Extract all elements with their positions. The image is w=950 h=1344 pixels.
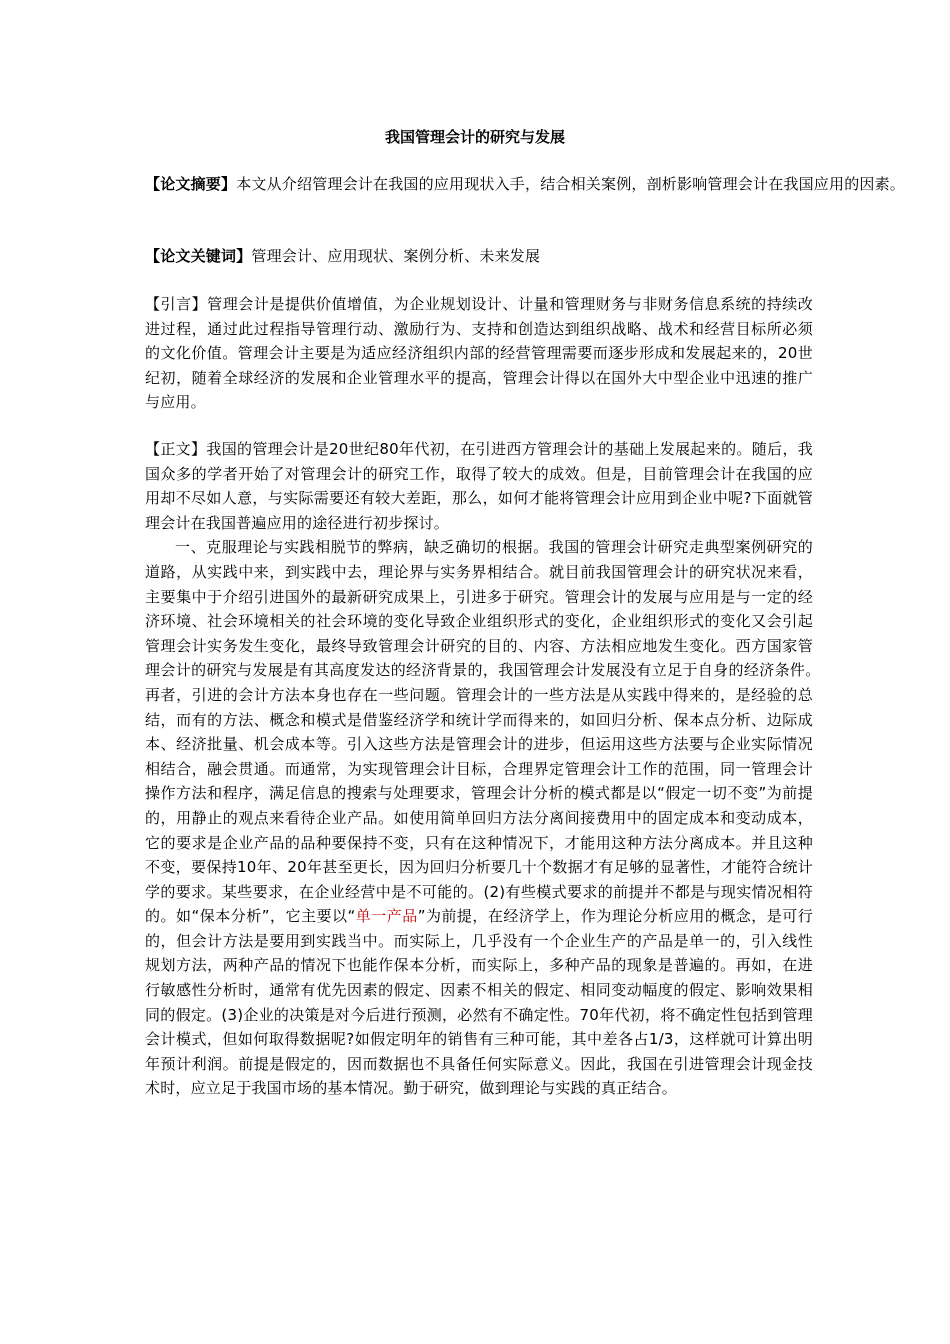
document-title: 我国管理会计的研究与发展 — [384, 128, 565, 146]
body-paragraph-1-text: 我国的管理会计是20世纪80年代初，在引进西方管理会计的基础上发展起来的。随后，我国众多的学者开始了对管理会计的研究工作，取得了较大的成效。但是，目前管理会计在我国的应用却不尽如人意，与实际需要还有较大差距，那么，如何才能将管理会计应用到企业中呢?下面就管理会计在我国普遍应用的途径进行初步探讨。 — [145, 440, 813, 532]
body-paragraph-1 — [145, 437, 813, 535]
abstract-label: 【论文摘要】 — [145, 175, 237, 193]
abstract-text: 本文从介绍管理会计在我国的应用现状入手，结合相关案例，剖析影响管理会计在我国应用的因素。 — [236, 175, 906, 193]
keywords-text: 管理会计、应用现状、案例分析、未来发展 — [251, 247, 541, 265]
body-paragraph-2-text-b: ”为前提，在经济学上，作为理论分析应用的概念，是可行的，但会计方法是要用到实践当中。而实际上，几乎没有一个企业生产的产品是单一的，引入线性规划方法，两种产品的情况下也能作保本分析，而实际上，多种产品的现象是普遍的。再如，在进行敏感性分析时，通常有优先因素的假定、因素不相关的假定、相同变动幅度的假定、影响效果相同的假定。(3)企业的决策是对今后进行预测，必然有不确定性。70年代初，将不确定性包括到管理会计模式，但如何取得数据呢?如假定明年的销售有三种可能，其中差各占1/3，这样就可计算出明年预计利润。前提是假定的，因而数据也不具备任何实际意义。因此，我国在引进管理会计现金技术时，应立足于我国市场的基本情况。勤于研究，做到理论与实践的真正结合。 — [145, 907, 813, 1098]
highlighted-term: 单一产品 — [355, 907, 418, 926]
body-section — [145, 437, 844, 1101]
intro-label: 【引言】 — [145, 295, 208, 313]
body-label: 【正文】 — [145, 440, 207, 458]
body-paragraph-2-text-a: 一、克服理论与实践相脱节的弊病，缺乏确切的根据。我国的管理会计研究走典型案例研究的道路，从实践中来，到实践中去，理论界与实务界相结合。就目前我国管理会计的研究状况来看，主要集中于介绍引进国外的最新研究成果上，引进多于研究。管理会计的发展与应用是与一定的经济环境、社会环境相关的社会环境的变化导致企业组织形式的变化，企业组织形式的变化又会引起管理会计实务发生变化，最终导致管理会计研究的目的、内容、方法相应地发生变化。西方国家管理会计的研究与发展是有其高度发达的经济背景的，我国管理会计发展没有立足于自身的经济条件。 再者，引进的会计方法本身也存在一些问题。管理会计的一些方法是从实践中得来的，是经验的总结，而有的方法、概念和模式是借鉴经济学和统计学而得来的，如回归分析、保本点分析、边际成本、经济批量、机会成本等。引入这些方法是管理会计的进步，但运用这些方法要与企业实际情况相结合，融会贯通。而通常，为实现管理会计目标，合理界定管理会计工作的范围，同一管理会计操作方法和程序，满足信息的搜索与处理要求，管理会计分析的模式都是以“假定一切不变”为前提的，用静止的观点来看待企业产品。如使用简单回归方法分离间接费用中的固定成本和变动成本，它的要求是企业产品的品种要保持不变，只有在这种情况下，才能用这种方法分离成本。并且这种不变，要保持10年、20年甚至更长，因为回归分析要几十个数据才有足够的显著性，才能符合统计学的要求。某些要求，在企业经营中是不可能的。(2)有些模式要求的前提并不都是与现实情况相符的。如“保本分析”，它主要以“ — [145, 538, 844, 926]
keywords-label: 【论文关键词】 — [145, 247, 252, 265]
body-paragraph-2 — [145, 535, 844, 1101]
intro-section — [145, 292, 813, 415]
intro-text: 管理会计是提供价值增值，为企业规划设计、计量和管理财务与非财务信息系统的持续改进过程，通过此过程指导管理行动、激励行为、支持和创造达到组织战略、战术和经营目标所必须的文化价值。管理会计主要是为适应经济组织内部的经营管理需要而逐步形成和发展起来的，20世纪初，随着全球经济的发展和企业管理水平的提高，管理会计得以在国外大中型企业中迅速的推广与应用。 — [145, 295, 813, 412]
abstract-section — [145, 172, 908, 197]
keywords-section — [145, 244, 813, 269]
